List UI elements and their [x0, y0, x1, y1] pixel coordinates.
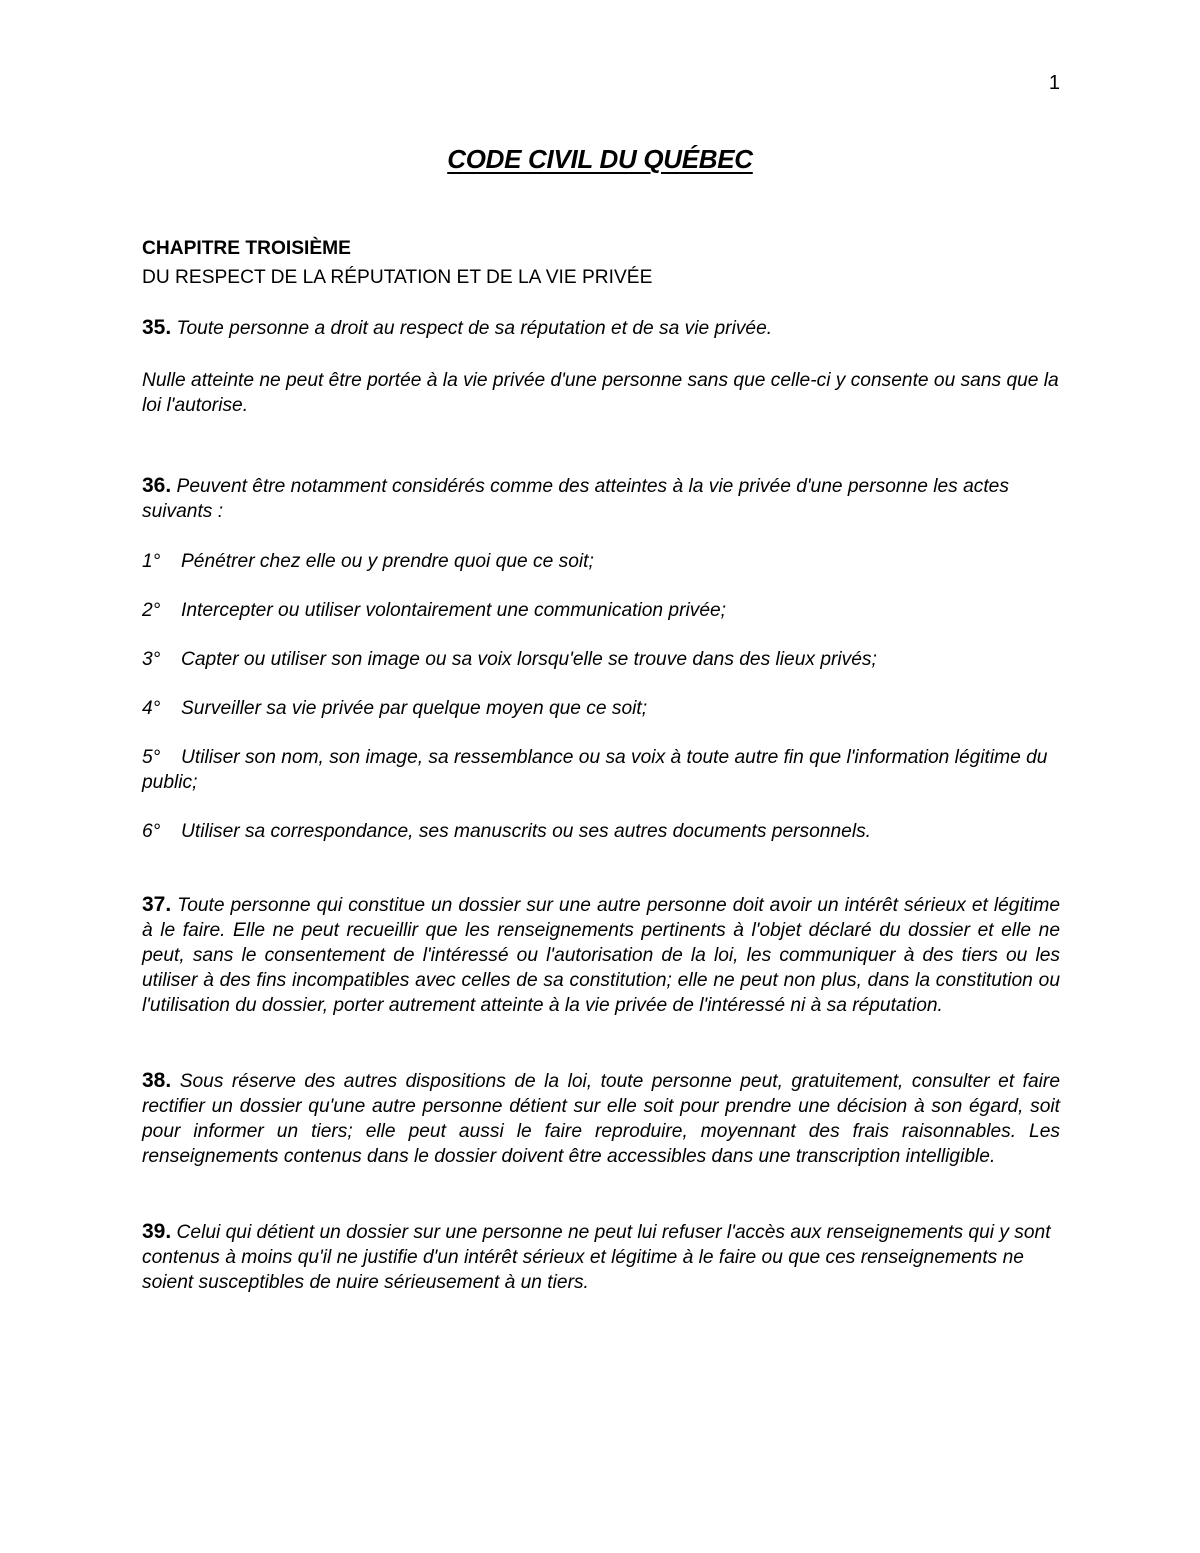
- list-item: [142, 696, 1060, 721]
- article-37: [142, 892, 1060, 1018]
- list-item-text: Pénétrer chez elle ou y prendre quoi que ce soit;: [181, 551, 594, 572]
- article-number: 37.: [142, 893, 172, 916]
- article-number: 38.: [142, 1069, 172, 1092]
- document-body: [142, 236, 1060, 1295]
- article-number: 35.: [142, 316, 172, 339]
- article-text: Peuvent être notamment considérés comme des atteintes à la vie privée d'une personne les actes suivants :: [142, 476, 1009, 522]
- list-item-text: Utiliser sa correspondance, ses manuscrits ou ses autres documents personnels.: [181, 821, 872, 842]
- list-item-text: Utiliser son nom, son image, sa ressemblance ou sa voix à toute autre fin que l'information légitime du public;: [142, 747, 1048, 793]
- article-text: Celui qui détient un dossier sur une personne ne peut lui refuser l'accès aux renseignements qui y sont contenus à moins qu'il ne justifie d'un intérêt sérieux et légitime à le faire ou que ces renseignements ne soient susceptibles de nuire sérieusement à un tiers.: [142, 1222, 1051, 1293]
- article-35: [142, 315, 1060, 341]
- list-item-text: Capter ou utiliser son image ou sa voix lorsqu'elle se trouve dans des lieux privés;: [181, 649, 877, 670]
- list-item: [142, 647, 1060, 672]
- list-item-number: 3°: [142, 649, 161, 670]
- list-item-text: Intercepter ou utiliser volontairement une communication privée;: [181, 600, 726, 621]
- article-36: [142, 473, 1060, 524]
- article-38: [142, 1068, 1060, 1169]
- document-title: CODE CIVIL DU QUÉBEC: [447, 144, 753, 174]
- list-item: [142, 745, 1060, 795]
- article-text: Toute personne a droit au respect de sa réputation et de sa vie privée.: [176, 318, 773, 339]
- page-number: 1: [1048, 72, 1060, 94]
- list-item-number: 4°: [142, 698, 161, 719]
- article-35-paragraph-2: Nulle atteinte ne peut être portée à la vie privée d'une personne sans que celle-ci y consente ou sans que la loi l'autorise.: [142, 370, 1059, 416]
- article-number: 39.: [142, 1220, 172, 1243]
- list-item: [142, 598, 1060, 623]
- list-item-text: Surveiller sa vie privée par quelque moyen que ce soit;: [181, 698, 648, 719]
- article-number: 36.: [142, 474, 172, 497]
- list-item: [142, 819, 1060, 844]
- article-text: Sous réserve des autres dispositions de la loi, toute personne peut, gratuitement, consulter et faire rectifier un dossier qu'une autre personne détient sur elle soit pour prendre une décision à son égard, soit pour informer un tiers; elle peut aussi le faire reproduire, moyennant des frais raisonnables. Les renseignements contenus dans le dossier doivent être accessibles dans une transcription intelligible.: [142, 1071, 1060, 1167]
- list-item: [142, 549, 1060, 574]
- list-item-number: 1°: [142, 551, 161, 572]
- chapter-title: CHAPITRE TROISIÈME: [142, 238, 351, 259]
- list-item-number: 5°: [142, 747, 161, 768]
- list-item-number: 6°: [142, 821, 161, 842]
- list-item-number: 2°: [142, 600, 161, 621]
- chapter-subtitle: DU RESPECT DE LA RÉPUTATION ET DE LA VIE PRIVÉE: [142, 267, 653, 288]
- article-39: [142, 1219, 1060, 1295]
- article-text: Toute personne qui constitue un dossier sur une autre personne doit avoir un intérêt sérieux et légitime à le faire. Elle ne peut recueillir que les renseignements pertinents à l'objet déclaré du dossier et elle ne peut, sans le consentement de l'intéressé ou l'autorisation de la loi, les communiquer à des tiers ou les utiliser à des fins incompatibles avec celles de sa constitution; elle ne peut non plus, dans la constitution ou l'utilisation du dossier, porter autrement atteinte à la vie privée de l'intéressé ni à sa réputation.: [142, 895, 1060, 1016]
